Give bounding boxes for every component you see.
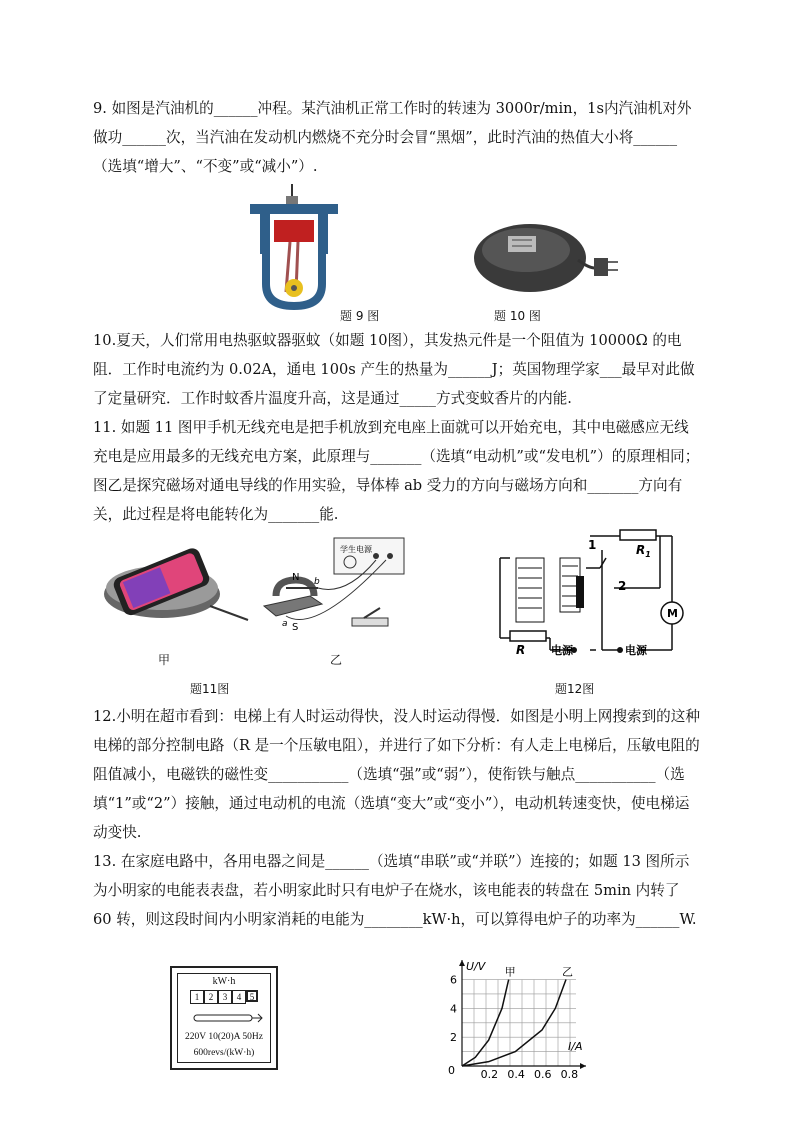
magnetic-force-apparatus bbox=[256, 536, 408, 636]
y-axis-arrow-icon bbox=[459, 960, 465, 966]
x-tick-label: 0.2 bbox=[480, 1068, 499, 1080]
fig10-caption: 题 10 图 bbox=[494, 309, 541, 323]
power-supply-label: 学生电源 bbox=[340, 545, 372, 554]
mosquito-heater-figure bbox=[470, 210, 620, 300]
elevator-control-circuit bbox=[490, 528, 686, 668]
motor-label: M bbox=[667, 607, 678, 620]
contact-1-label: 1 bbox=[588, 538, 597, 552]
fig12-caption: 题12图 bbox=[555, 682, 595, 696]
south-pole-label: S bbox=[292, 622, 299, 633]
meter-digit: 3 bbox=[218, 990, 232, 1004]
question-9: 9. 如图是汽油机的______冲程。某汽油机正常工作时的转速为 3000r/min，1s内汽油机对外做功______次，当汽油在发动机内燃烧不充分时会冒“黑烟”，此时汽油的热值大小将______（选填“增大”、“不变”或“减小”）. bbox=[93, 100, 692, 175]
gasoline-engine-figure bbox=[246, 184, 342, 316]
series-label: 乙 bbox=[562, 965, 573, 979]
meter-digit: 1 bbox=[190, 990, 204, 1004]
meter-digits bbox=[190, 990, 258, 1004]
x-axis-label: I/A bbox=[568, 1040, 583, 1053]
fig11-jia-label: 甲 bbox=[158, 653, 171, 667]
tick-labels bbox=[450, 974, 578, 1080]
meter-spec-rating: 220V 10(20)A 50Hz bbox=[185, 1032, 263, 1042]
question-10: 10.夏天，人们常用电热驱蚊器驱蚊（如题 10图），其发热元件是一个阻值为 10000Ω 的电阻．工作时电流约为 0.02A，通电 100s 产生的热量为______J；英国物理学家___最早对此做了定量研究．工作时蚊香片温度升高，这是通过_____方式变蚊香片的内能. bbox=[93, 332, 695, 407]
question-13: 13. 在家庭电路中，各用电器之间是______（选填“串联”或“并联”）连接的；如题 13 图所示为小明家的电能表表盘，若小明家此时只有电炉子在烧水，该电能表的转盘在 5min 内转了 60 转，则这段时间内小明家消耗的电能为________kW·h，可以算得电炉子的功率为______W. bbox=[93, 853, 697, 928]
series-group bbox=[462, 966, 573, 1066]
y-tick-label: 4 bbox=[450, 1002, 457, 1016]
wireless-charger-figure bbox=[100, 548, 250, 628]
x-tick-label: 0.8 bbox=[560, 1068, 579, 1080]
meter-digit: 5 bbox=[246, 990, 258, 1002]
question-11: 11. 如题 11 图甲手机无线充电是把手机放到充电座上面就可以开始充电，其中电磁感应无线充电是应用最多的无线充电方案，此原理与_______（选填“电动机”或“发电机”）的原理相同；图乙是探究磁场对通电导线的作用实验，导体棒 ab 受力的方向与磁场方向和_______方向有关，此过程是将电能转化为_______能. bbox=[93, 419, 700, 523]
point-a-label: a bbox=[282, 619, 288, 629]
meter-digit: 2 bbox=[204, 990, 218, 1004]
x-axis-arrow-icon bbox=[580, 1063, 586, 1069]
meter-digit: 4 bbox=[232, 990, 246, 1004]
fig11-yi-label: 乙 bbox=[330, 653, 343, 667]
electric-meter bbox=[170, 966, 278, 1070]
fig9-caption: 题 9 图 bbox=[340, 309, 380, 323]
y-axis-label: U/V bbox=[466, 960, 486, 973]
y-tick-label: 6 bbox=[450, 973, 457, 987]
power-source-2-label: 电源 bbox=[625, 644, 647, 657]
series-label: 甲 bbox=[504, 965, 516, 979]
resistor-r1-label: $R_1$ bbox=[636, 543, 651, 559]
meter-disc-icon bbox=[188, 1012, 264, 1024]
fig11-caption: 题11图 bbox=[190, 682, 230, 696]
x-tick-label: 0.6 bbox=[534, 1068, 552, 1080]
power-source-1-label: 电源 bbox=[551, 644, 573, 657]
meter-unit: kW·h bbox=[212, 976, 236, 987]
north-pole-label: N bbox=[292, 572, 300, 583]
resistor-r-label: R bbox=[516, 643, 526, 657]
point-b-label: b bbox=[314, 577, 320, 587]
u-i-graph bbox=[436, 954, 596, 1080]
origin-label: 0 bbox=[448, 1064, 455, 1077]
meter-spec-revs: 600revs/(kW·h) bbox=[193, 1048, 255, 1058]
contact-2-label: 2 bbox=[618, 579, 627, 593]
y-tick-label: 2 bbox=[450, 1031, 457, 1045]
question-12: 12.小明在超市看到：电梯上有人时运动得快，没人时运动得慢．如图是小明上网搜索到的这种电梯的部分控制电路（R 是一个压敏电阻），并进行了如下分析：有人走上电梯后，压敏电阻的阻值减小，电磁铁的磁性变___________（选填“强”或“弱”），使衔铁与触点___________（选填“1”或“2”）接触，通过电动机的电流（选填“变大”或“变小”），电动机转速变快，使电梯运动变快. bbox=[93, 708, 700, 841]
x-tick-label: 0.4 bbox=[507, 1068, 525, 1080]
